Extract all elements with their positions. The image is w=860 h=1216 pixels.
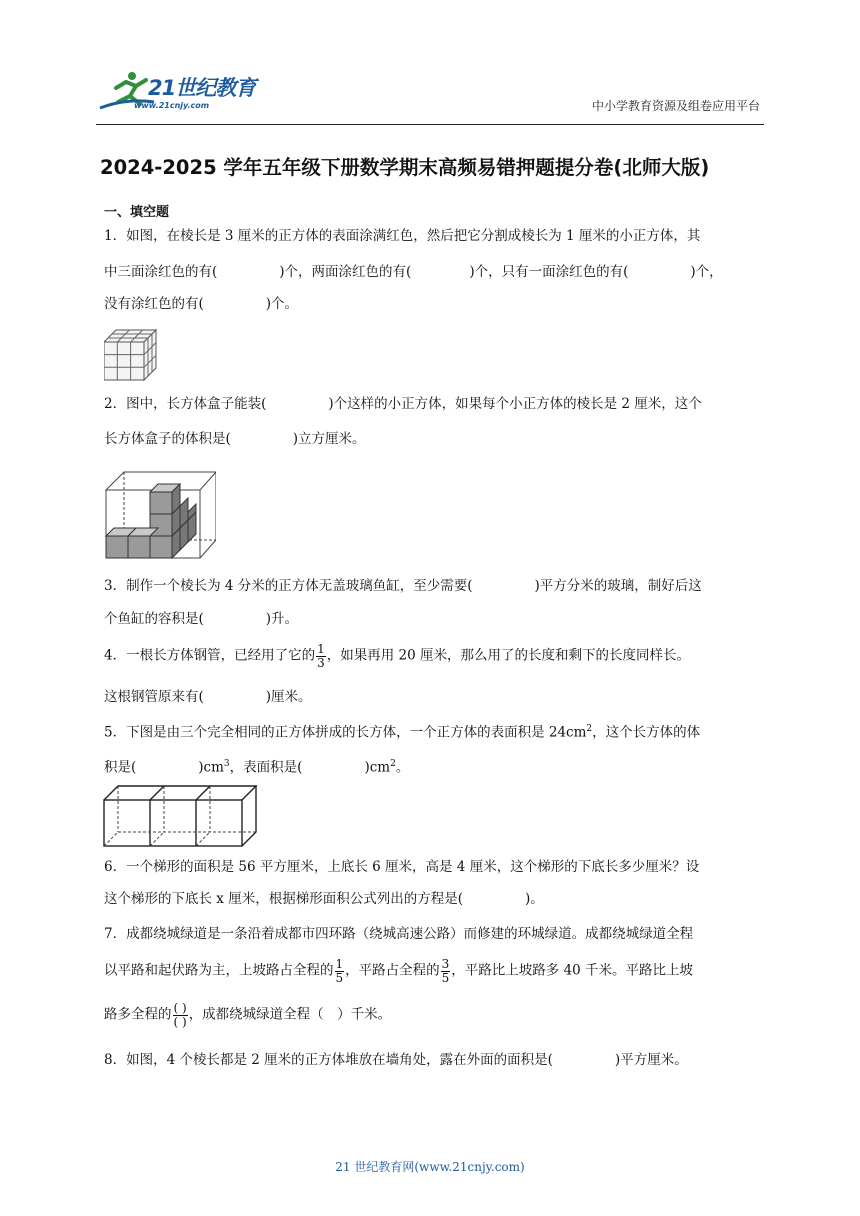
box-with-cubes-figure <box>104 468 216 560</box>
numerator: ( ) <box>173 1001 187 1015</box>
q5-line1 <box>104 725 700 740</box>
q7-line1: 7．成都绕城绿道是一条沿着成都市四环路（绕城高速公路）而修建的环城绿道。成都绕城绿道全程 <box>104 926 694 942</box>
q1-line2 <box>104 266 723 280</box>
q4-line2 <box>104 691 312 705</box>
denominator: ( ) <box>173 1014 187 1029</box>
header-divider <box>96 124 764 125</box>
text: )。 <box>524 891 544 907</box>
numerator: 1 <box>317 642 325 656</box>
logo-text: 21世纪教育 <box>148 76 256 100</box>
section-heading: 一、填空题 <box>104 205 170 220</box>
q6-line1: 6．一个梯形的面积是 56 平方厘米，上底长 6 厘米，高是 4 厘米，这个梯形的下底长多少厘米？设 <box>104 859 700 875</box>
three-cubes-figure <box>102 784 262 848</box>
text: 5．下图是由三个完全相同的正方体拼成的长方体，一个正方体的表面积是 24cm <box>104 724 587 741</box>
q1-line1: 1．如图，在棱长是 3 厘米的正方体的表面涂满红色，然后把它分割成棱长为 1 厘米的小正方体，其 <box>104 228 701 244</box>
text: 2．图中，长方体盒子能装( <box>104 396 267 412</box>
text: 路多全程的 <box>104 1006 172 1023</box>
q3-line2 <box>104 613 298 627</box>
text: )cm <box>364 759 391 776</box>
text: 没有涂红色的有( <box>104 296 204 312</box>
superscript: 3 <box>223 759 230 769</box>
logo-url: www.21cnjy.com <box>134 101 210 110</box>
q3-line1 <box>104 580 702 594</box>
text: )升。 <box>265 611 299 627</box>
superscript: 2 <box>390 759 396 769</box>
denominator: 3 <box>317 655 325 670</box>
text: ，如果再用 20 厘米，那么用了的长度和剩下的长度同样长。 <box>326 647 690 664</box>
fraction <box>335 958 345 984</box>
superscript: 2 <box>586 724 593 734</box>
text: 4．一根长方体钢管，已经用了它的 <box>104 647 316 664</box>
text: )厘米。 <box>265 689 312 705</box>
text: 这根钢管原来有( <box>104 689 204 705</box>
platform-label: 中小学教育资源及组卷应用平台 <box>591 99 760 113</box>
q2-line1 <box>104 398 702 412</box>
text: )立方厘米。 <box>292 431 366 447</box>
text: 这个梯形的下底长 x 厘米，根据梯形面积公式列出的方程是( <box>104 891 463 907</box>
text: 长方体盒子的体积是( <box>104 431 231 447</box>
numerator: 1 <box>335 957 344 971</box>
text: 积是( <box>104 759 137 776</box>
text: )平方分米的玻璃，制好后这 <box>534 578 702 594</box>
text: )cm <box>198 759 224 776</box>
text: ，这个长方体的体 <box>592 724 701 741</box>
site-logo <box>96 68 276 118</box>
q2-line2 <box>104 433 366 447</box>
q5-line2 <box>104 760 409 775</box>
denominator: 5 <box>441 970 450 985</box>
text: )平方厘米。 <box>614 1052 688 1068</box>
text: ，平路比上坡路多 40 千米。平路比上坡 <box>451 962 694 979</box>
text: 8．如图，4 个棱长都是 2 厘米的正方体堆放在墙角处，露在外面的面积是( <box>104 1052 553 1068</box>
text: )个，只有一面涂红色的有( <box>469 264 629 280</box>
page-footer: 21 世纪教育网(www.21cnjy.com) <box>335 1160 525 1174</box>
text: 。 <box>395 759 410 776</box>
q8-line1 <box>104 1054 688 1068</box>
denominator: 5 <box>335 970 344 985</box>
fraction-blank[interactable] <box>173 1002 188 1028</box>
text: ，成都绕城绿道全程（ ）千米。 <box>188 1006 392 1023</box>
numerator: 3 <box>441 957 450 971</box>
cube-3x3-figure <box>104 328 158 382</box>
q7-line3 <box>104 1002 391 1028</box>
q6-line2 <box>104 893 544 907</box>
q4-line1 <box>104 643 690 669</box>
text: 个鱼缸的容积是( <box>104 611 204 627</box>
text: )个这样的小正方体，如果每个小正方体的棱长是 2 厘米，这个 <box>328 396 702 412</box>
text: ，平路占全程的 <box>345 962 440 979</box>
page-title: 2024-2025 学年五年级下册数学期末高频易错押题提分卷(北师大版) <box>100 156 710 179</box>
text: )个， <box>690 264 723 280</box>
fraction <box>441 958 451 984</box>
text: ，表面积是( <box>229 759 303 776</box>
text: )个，两面涂红色的有( <box>279 264 412 280</box>
q1-line3 <box>104 298 298 312</box>
q7-line2 <box>104 958 693 984</box>
fraction <box>316 643 326 669</box>
text: 以平路和起伏路为主，上坡路占全程的 <box>104 962 334 979</box>
text: 3．制作一个棱长为 4 分米的正方体无盖玻璃鱼缸，至少需要( <box>104 578 473 594</box>
text: 中三面涂红色的有( <box>104 264 218 280</box>
text: )个。 <box>265 296 299 312</box>
